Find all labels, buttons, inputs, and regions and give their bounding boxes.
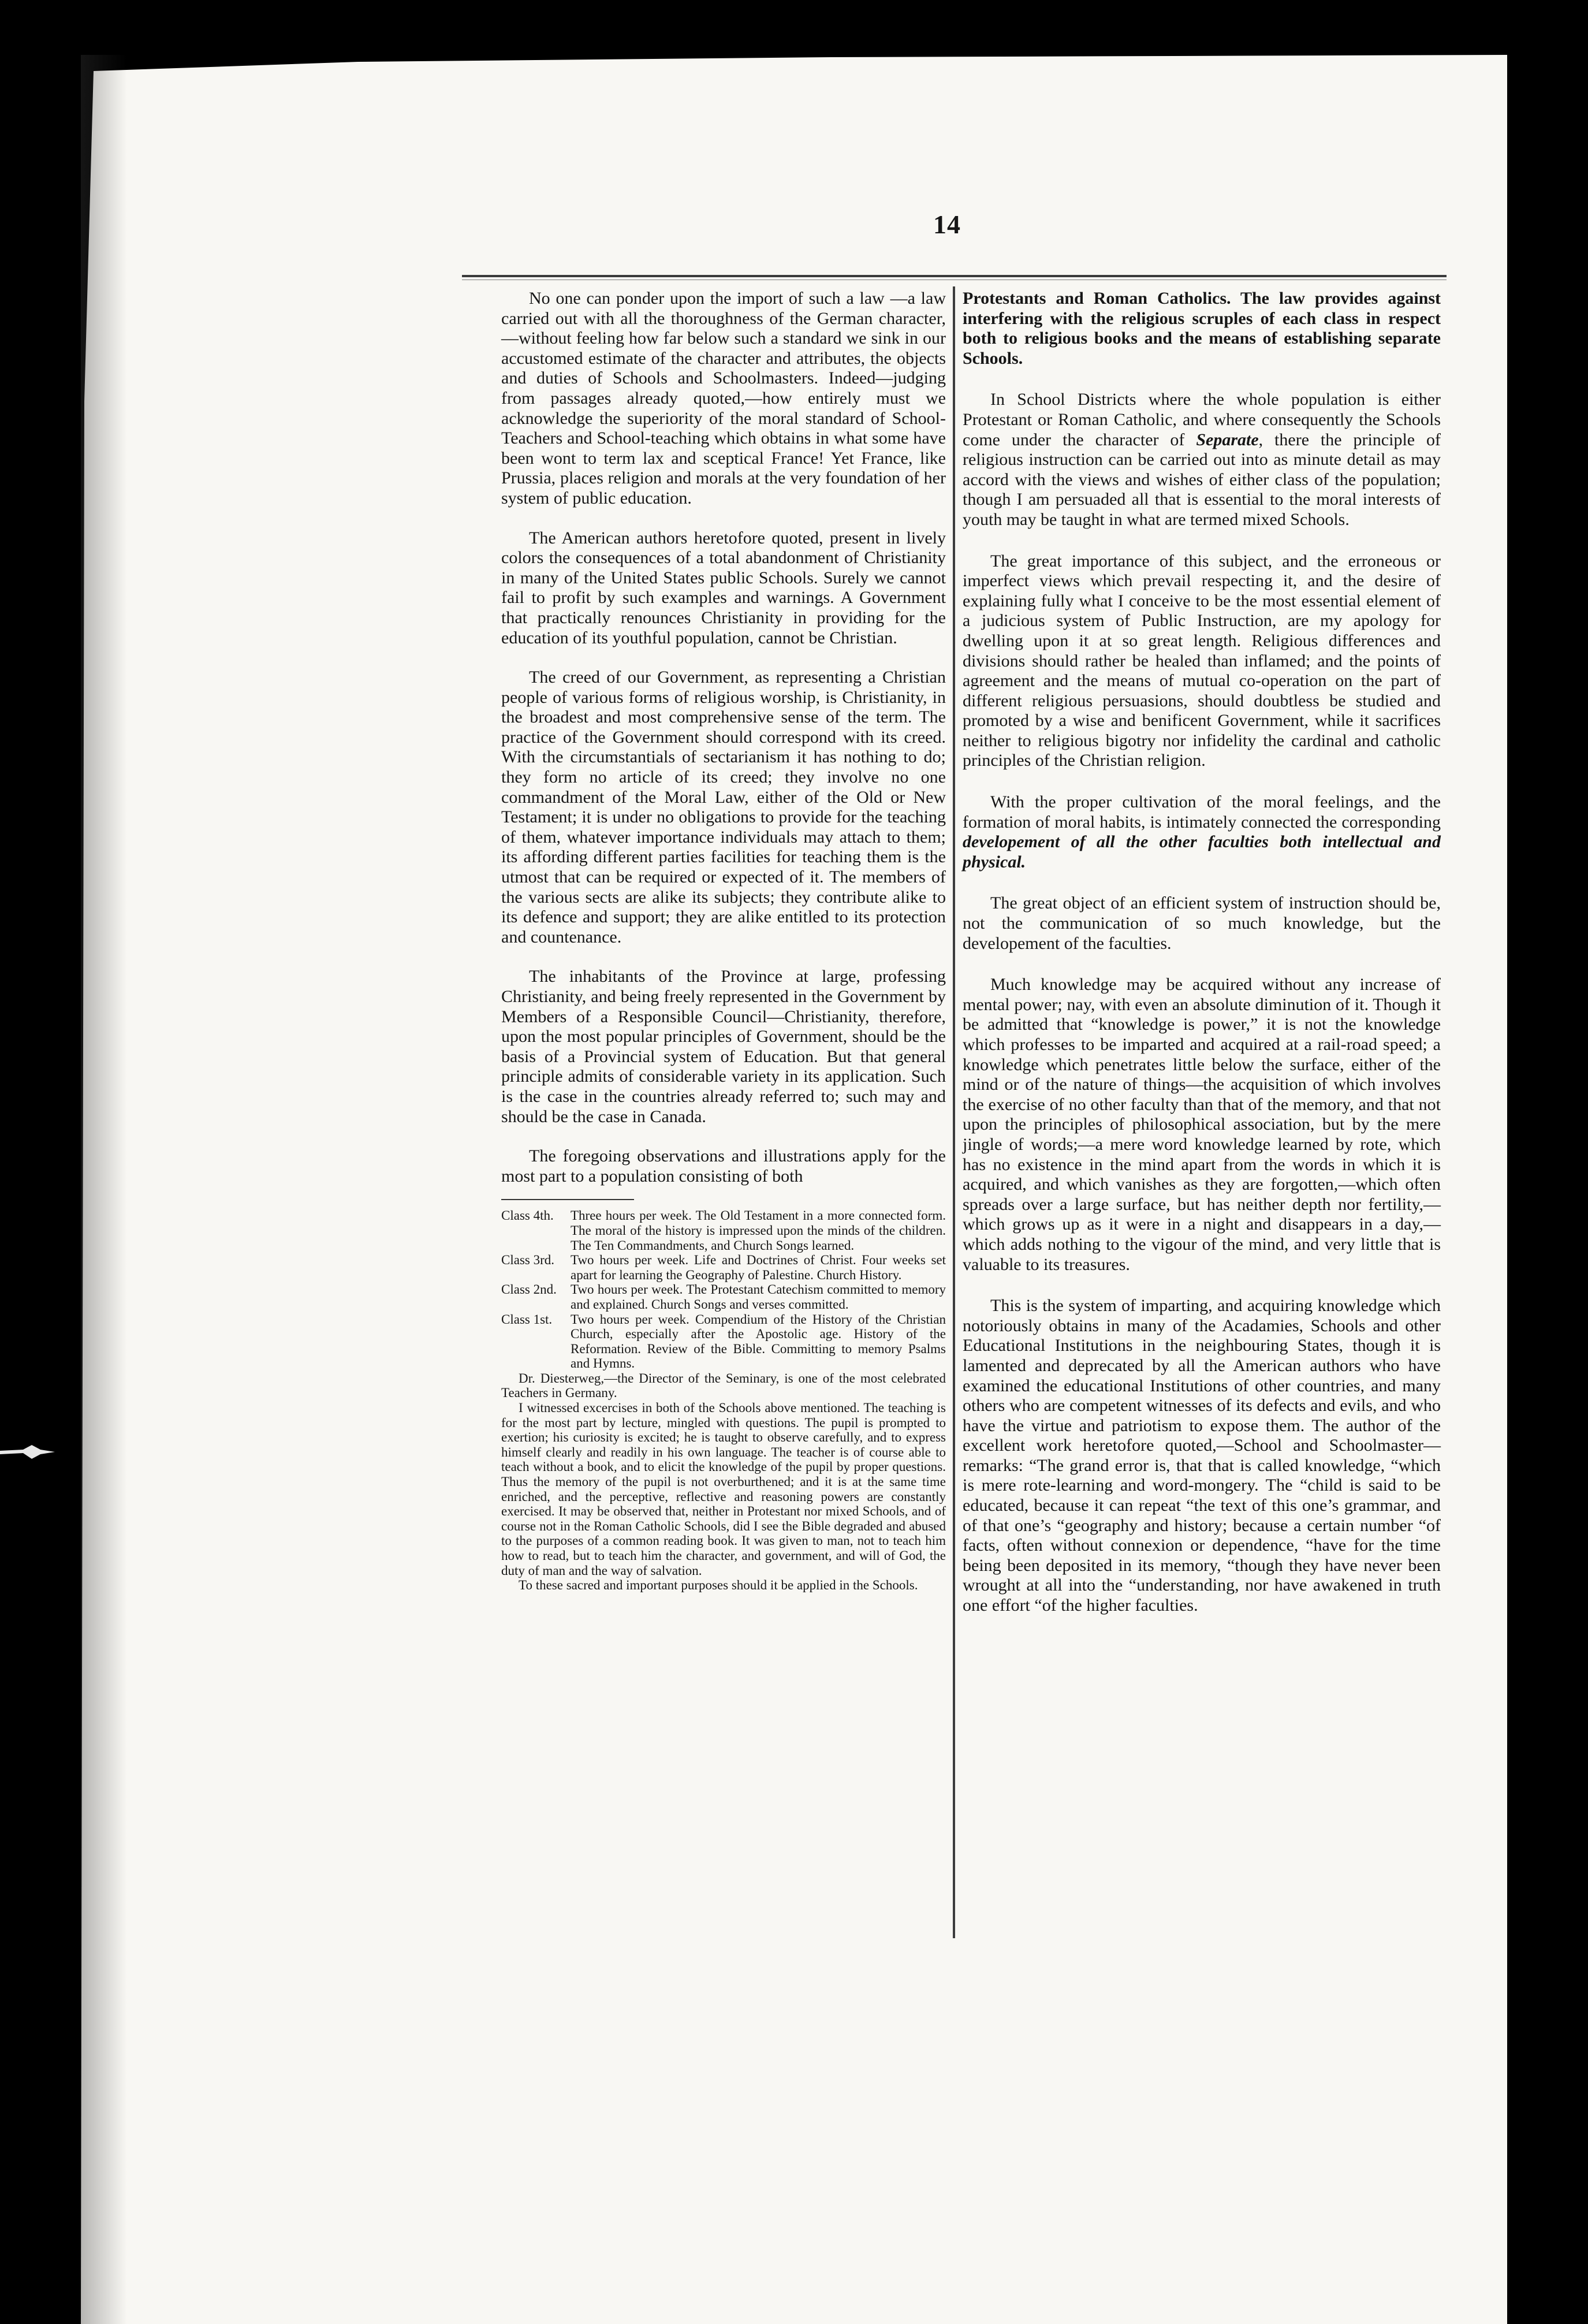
paragraph: Much knowledge may be acquired without any increase of mental power; nay, with even an absolute diminution of it. Though it be admitted that “knowledge is power,” it is not the knowledge which professes to be imparted and acquired at a rail-road speed; a knowledge which penetrates little below the surface, either of the mind or of the nature of things—the acquisition of which involves the exercise of no other faculty than that of the memory, and that not upon the principles of philosophical association, but by the mere jingle of words;—a mere word knowledge learned by rote, which has no existence in the mind apart from the words in which it is acquired, and which vanishes as they are forgotten,—which often spreads over a large surface, but has neither depth nor fertility,—which grows up as it were in a night and disappears in a day,—which adds nothing to the vigour of the mind, and very little that is valuable to its treasures. [963, 975, 1441, 1274]
emphasis: Separate [1196, 430, 1259, 449]
page-number: 14 [933, 210, 961, 239]
footnote-class-row [501, 1208, 946, 1253]
paragraph: No one can ponder upon the import of such a law —a law carried out with all the thoroughness of the German character,—without feeling how far below such a standard we sink in our accustomed estimate of the character and attributes, the objects and duties of Schools and Schoolmasters. Indeed—judging from passages already quoted,—how entirely must we acknowledge the superiority of the moral standard of School-Teachers and School-teaching which obtains in what some have been wont to term lax and sceptical France! Yet France, like Prussia, places religion and morals at the very foundation of her system of public education. [501, 289, 946, 508]
column-divider [953, 286, 955, 1938]
footnote-note: I witnessed excercises in both of the Schools above mentioned. The teaching is for the most part by lecture, mingled with questions. The pupil is prompted to exertion; his curiosity is excited; he is taught to observe carefully, and to express himself clearly and readily in his own language. The teacher is of course able to teach without a book, and to elicit the knowledge of the pupil by proper questions. Thus the memory of the pupil is not overburthened; and it is at the same time enriched, and the perceptive, reflective and reasoning powers are constantly exercised. It may be observed that, neither in Protestant nor mixed Schools, and of course not in the Roman Catholic Schools, did I see the Bible degraded and abused to the purposes of a common reading book. It was given to man, not to teach him how to read, but to teach him the character, and government, and will of God, the duty of man and the way of salvation. [501, 1401, 946, 1578]
paragraph [963, 792, 1441, 872]
page-edge-shadow [81, 55, 127, 2324]
text-run: With the proper cultivation of the moral feelings, and the formation of moral habits, is intimately connected the corresponding [963, 792, 1441, 832]
paragraph [963, 390, 1441, 530]
paragraph: Protestants and Roman Catholics. The law provides against interfering with the religious scruples of each class in respect both to religious books and the means of establishing separate Schools. [963, 289, 1441, 368]
footnote [501, 1208, 946, 1592]
emphasis: developement of all the other faculties both intellectual and physical. [963, 832, 1441, 872]
paragraph: The foregoing observations and illustrations apply for the most part to a population consisting of both [501, 1146, 946, 1186]
class-text: Two hours per week. Life and Doctrines of Christ. Four weeks set apart for learning the Geography of Palestine. Church History. [571, 1253, 946, 1282]
paragraph: The American authors heretofore quoted, present in lively colors the consequences of a total abandonment of Christianity in many of the United States public Schools. Surely we cannot fail to profit by such examples and warnings. A Government that practically renounces Christianity in providing for the education of its youthful population, cannot be Christian. [501, 528, 946, 647]
left-column [501, 289, 946, 1593]
class-label: Class 3rd. [501, 1253, 554, 1268]
footnote-note: Dr. Diesterweg,—the Director of the Seminary, is one of the most celebrated Teachers in Germany. [501, 1370, 946, 1401]
footnote-class-row [501, 1312, 946, 1371]
footnote-class-row [501, 1253, 946, 1282]
right-column [963, 289, 1441, 1616]
text-run: In School Districts where the whole population is either Protestant or Roman Catholic, and where consequently the Schools come under the character of [963, 390, 1441, 449]
class-label: Class 2nd. [501, 1282, 557, 1297]
header-rule [462, 275, 1447, 277]
text-run: , there the principle of religious instruction can be carried out into as minute detail as may accord with the views and wishes of either class of the population; though I am persuaded all that is essential to the moral interests of youth may be taught in what are termed mixed Schools. [963, 430, 1441, 529]
paragraph: The creed of our Government, as representing a Christian people of various forms of religious worship, is Christianity, in the broadest and most comprehensive sense of the term. The practice of the Government should correspond with its creed. With the circumstantials of sectarianism it has nothing to do; they form no article of its creed; they involve no one commandment of the Moral Law, either of the Old or New Testament; it is under no obligations to provide for the teaching of them, whatever importance individuals may attach to them; its affording different parties facilities for teaching them is the utmost that can be required or expected of it. The members of the various sects are alike its subjects; they contribute alike to its defence and support; they are alike entitled to its protection and countenance. [501, 668, 946, 947]
binding-mark-graphic [0, 1438, 55, 1467]
class-label: Class 1st. [501, 1312, 553, 1327]
paragraph: The great object of an efficient system of instruction should be, not the communication of so much knowledge, but the developement of the faculties. [963, 893, 1441, 953]
footnote-note: To these sacred and important purposes should it be applied in the Schools. [519, 1578, 918, 1593]
class-text: Two hours per week. Compendium of the History of the Christian Church, especially after the Apostolic age. History of the Reformation. Review of the Bible. Committing to memory Psalms and Hymns. [571, 1312, 946, 1371]
footnote-class-row [501, 1282, 946, 1312]
paragraph: This is the system of imparting, and acquiring knowledge which notoriously obtains in many of the Acadamies, Schools and other Educational Institutions in the neighbouring States, though it is lamented and deprecated by all the American authors who have examined the educational Institutions of other countries, and many others who are competent witnesses of its defects and evils, and who have the virtue and patriotism to expose them. The author of the excellent work heretofore quoted,—School and Schoolmaster—remarks: “The grand error is, that that is called knowledge, “which is mere rote-learning and word-mongery. The “child is said to be educated, because it can repeat “the text of this one’s grammar, and of that one’s “geography and history; because a certain number “of facts, often without connexion or dependence, “have for the time being been deposited in its memory, “though they have never been wrought at all into the “understanding, nor have awakened in truth one effort “of the higher faculties. [963, 1296, 1441, 1615]
class-label: Class 4th. [501, 1208, 554, 1223]
binding-mark [0, 1438, 55, 1467]
paragraph: The inhabitants of the Province at large, professing Christianity, and being freely represented in the Government by Members of a Responsible Council—Christianity, therefore, upon the most popular principles of Government, should be the basis of a Provincial system of Education. But that general principle admits of considerable variety in its application. Such is the case in the countries already referred to; such may and should be the case in Canada. [501, 967, 946, 1126]
class-text: Two hours per week. The Protestant Catechism committed to memory and explained. Church Songs and verses committed. [571, 1282, 946, 1312]
footnote-rule [501, 1199, 634, 1200]
paragraph: The great importance of this subject, and the erroneous or imperfect views which prevail respecting it, and the desire of explaining fully what I conceive to be the most essential element of a judicious system of Public Instruction, are my apology for dwelling upon it at so great length. Religious differences and divisions should rather be healed than inflamed; and the points of agreement and the means of mutual co-operation on the part of different religious persuasions, should doubtless be studied and promoted by a wise and benificent Government, while it sacrifices neither to religious bigotry nor infidelity the cardinal and catholic principles of the Christian religion. [963, 551, 1441, 770]
class-text: Three hours per week. The Old Testament in a more connected form. The moral of the history is impressed upon the minds of the children. The Ten Commandments, and Church Songs learned. [571, 1208, 946, 1253]
